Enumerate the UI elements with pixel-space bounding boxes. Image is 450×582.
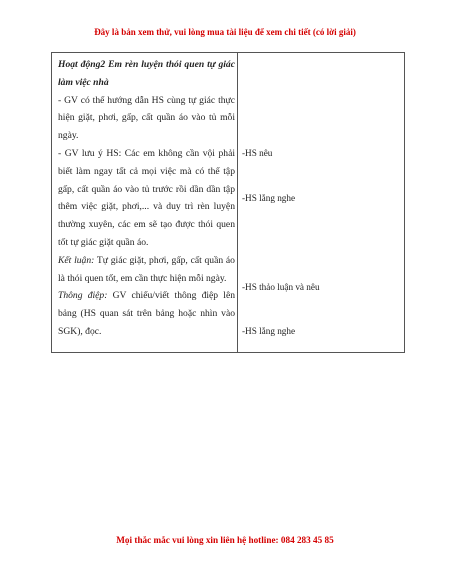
student-response-2: -HS lắng nghe: [242, 193, 296, 203]
teacher-instruction-1: - GV có thể hướng dẫn HS cùng tự giác thực hiện giặt, phơi, gấp, cất quần áo vào tủ mỗi ngày.: [58, 94, 235, 142]
student-response-3: -HS thảo luận và nêu: [242, 282, 320, 292]
student-response-4: -HS lắng nghe: [242, 326, 296, 336]
message-label: Thông điệp:: [58, 290, 108, 302]
column-divider: [237, 53, 238, 352]
activity-heading: Hoạt động2 Em rèn luyện thói quen tự giác làm việc nhà: [58, 59, 235, 88]
message-text: GV chiếu/viết thông điệp lên bảng (HS quan sát trên bảng hoặc nhìn vào SGK), đọc.: [58, 290, 236, 337]
conclusion-label: Kết luận:: [58, 254, 95, 266]
conclusion-text: Tự giác giặt, phơi, gấp, cất quần áo là thói quen tốt, em cần thực hiện mỗi ngày.: [58, 254, 235, 284]
student-response-1: -HS nêu: [242, 148, 273, 158]
message-paragraph: [58, 287, 235, 340]
conclusion-paragraph: [58, 252, 235, 288]
hotline-banner: Mọi thắc mắc vui lòng xin liên hệ hotline: 084 283 45 85: [116, 535, 334, 545]
teacher-instruction-2: - GV lưu ý HS: Các em không cần vội phải biết làm ngay tất cả mọi việc mà có thể tập gấp, cất quần áo vào tủ trước rồi dần dần tập thêm việc giặt, phơi,... và duy trì rèn luyện thường xuyên, các em sẽ tạo được thói quen tốt tự giác giặt quần áo.: [58, 147, 235, 248]
teacher-activity-column: [58, 56, 235, 341]
lesson-table: [51, 52, 405, 353]
preview-banner: Đây là bản xem thử, vui lòng mua tài liệu để xem chi tiết (có lời giải): [94, 27, 356, 37]
